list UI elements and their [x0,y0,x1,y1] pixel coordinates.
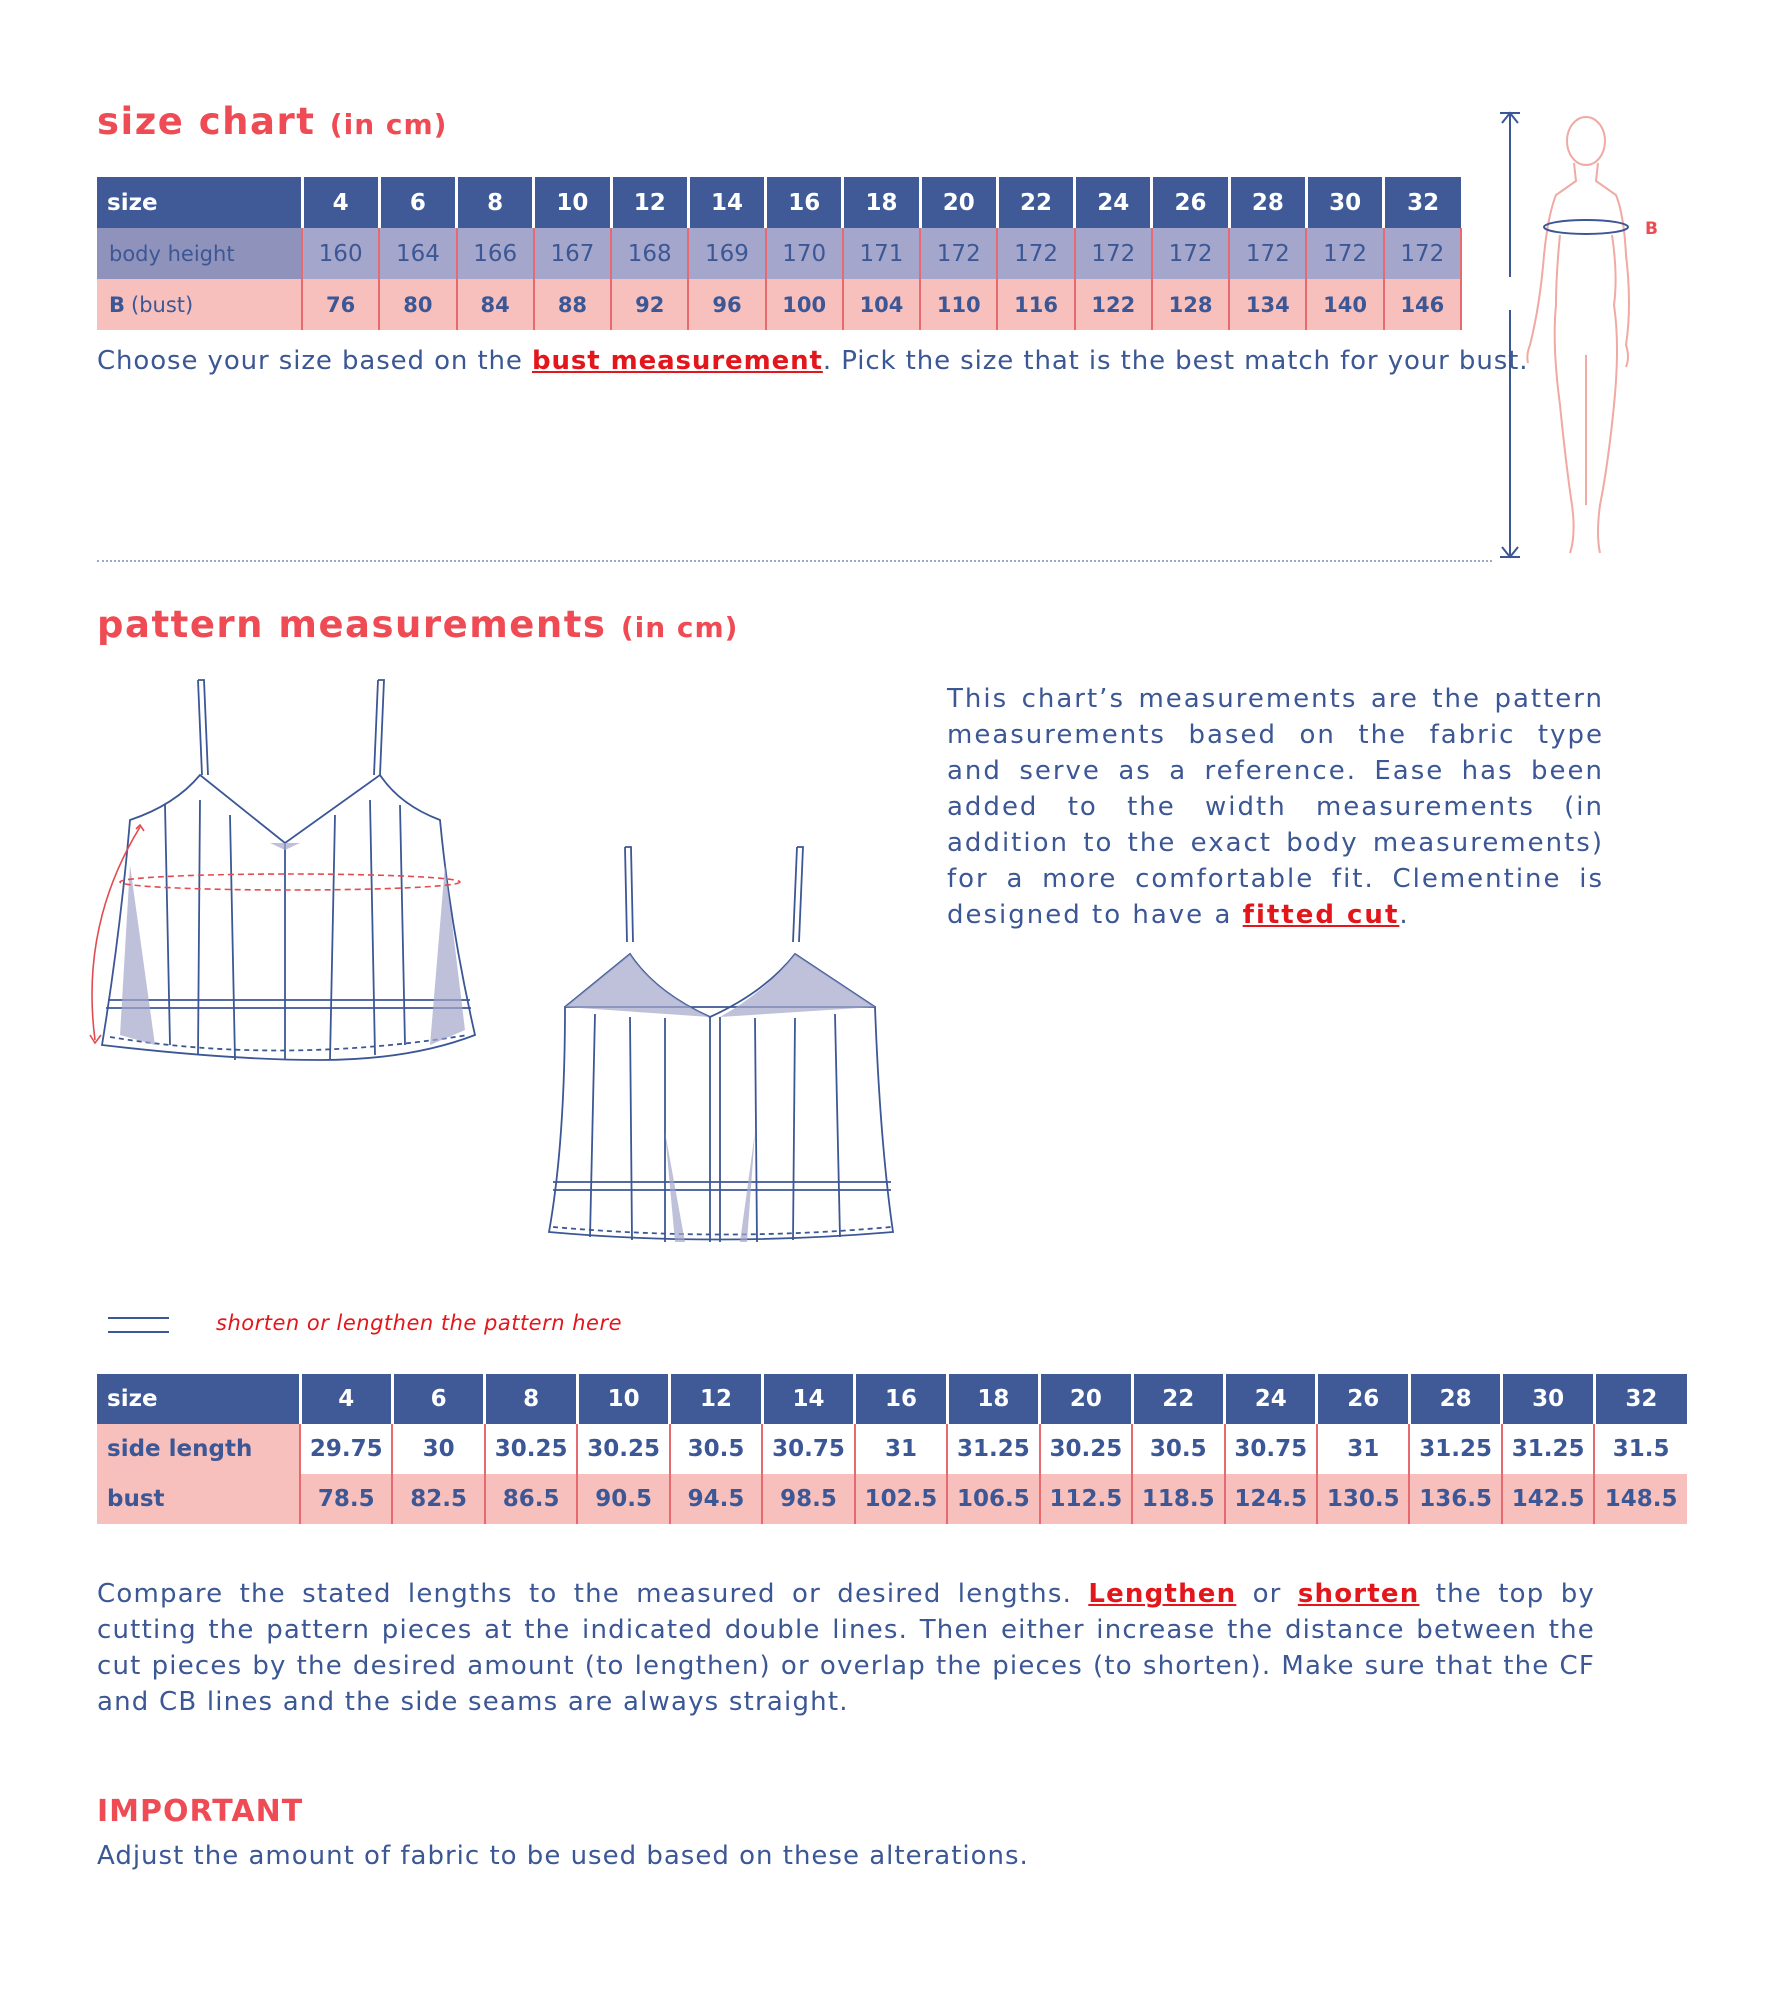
table-cell: 30.5 [1132,1424,1224,1474]
table-cell: 136.5 [1409,1474,1501,1524]
fitted-cut-link[interactable]: fitted cut [1242,900,1400,930]
table-cell: 172 [920,228,997,279]
table-cell: 110 [920,279,997,330]
table-cell: 88 [534,279,611,330]
row-label [97,228,302,279]
back-view-illustration [535,842,915,1262]
pattern-header-cell: 4 [300,1374,392,1424]
row-label-main: B [109,292,126,317]
table-cell: 134 [1229,279,1306,330]
important-heading: IMPORTANT [97,1794,304,1829]
table-cell: 122 [1075,279,1152,330]
pattern-description [947,681,1604,933]
row-label-sub: (bust) [131,292,194,317]
pattern-title [97,603,738,646]
table-cell: 118.5 [1132,1474,1224,1524]
table-cell: 98.5 [762,1474,854,1524]
body-height-row [97,228,1461,279]
pattern-measurement-table [97,1374,1687,1524]
table-cell: 31.25 [1502,1424,1594,1474]
lengthen-link[interactable]: Lengthen [1088,1579,1237,1609]
table-cell: 170 [766,228,843,279]
table-cell: 100 [766,279,843,330]
table-cell: 31 [1317,1424,1409,1474]
pattern-header-cell: 10 [577,1374,669,1424]
table-cell: 124.5 [1225,1474,1317,1524]
table-cell: 106.5 [947,1474,1039,1524]
table-cell: 172 [1075,228,1152,279]
important-text: Adjust the amount of fabric to be used based on these alterations. [97,1841,1029,1871]
section-divider [97,560,1492,562]
table-cell: 94.5 [670,1474,762,1524]
pattern-header-cell: 26 [1317,1374,1409,1424]
size-header-cell: 12 [611,177,688,228]
pattern-header-cell: 14 [762,1374,854,1424]
female-silhouette-icon [1527,117,1629,553]
table-cell: 90.5 [577,1474,669,1524]
table-cell: 31.25 [947,1424,1039,1474]
table-cell: 30.5 [670,1424,762,1474]
size-chart-note [97,343,1528,379]
alteration-text-2: or [1236,1579,1298,1609]
size-chart-unit: (in cm) [329,108,448,141]
bust-row [97,279,1461,330]
table-cell: 104 [843,279,920,330]
size-chart-table [97,177,1462,330]
size-chart-title-text: size chart [97,100,316,143]
size-header-cell: 28 [1229,177,1306,228]
table-cell: 96 [688,279,765,330]
pattern-header-cell: 22 [1132,1374,1224,1424]
pattern-header-cell: 32 [1594,1374,1687,1424]
table-cell: 86.5 [485,1474,577,1524]
table-cell: 172 [1384,228,1461,279]
table-cell: 80 [379,279,456,330]
table-cell: 146 [1384,279,1461,330]
size-header-cell: 6 [379,177,456,228]
table-cell: 128 [1152,279,1229,330]
table-cell: 92 [611,279,688,330]
size-header-cell: 32 [1384,177,1461,228]
size-header-cell: 18 [843,177,920,228]
size-chart-title [97,100,447,143]
row-label [97,279,302,330]
pattern-title-text: pattern measurements [97,603,607,646]
legend-text: shorten or lengthen the pattern here [216,1311,622,1335]
table-cell: 30.25 [1040,1424,1132,1474]
row-label: side length [97,1424,300,1474]
pattern-header-cell: 30 [1502,1374,1594,1424]
table-cell: 31.25 [1409,1424,1501,1474]
pattern-header-label: size [97,1374,300,1424]
table-cell: 172 [1306,228,1383,279]
row-label: bust [97,1474,300,1524]
side-length-row [97,1424,1687,1474]
size-note-text-end: . Pick the size that is the best match for your bust. [822,346,1529,376]
body-figure-illustration [1490,105,1650,565]
table-cell: 172 [997,228,1074,279]
table-cell: 30 [392,1424,484,1474]
pattern-header-cell: 6 [392,1374,484,1424]
table-cell: 168 [611,228,688,279]
alteration-paragraph [97,1576,1595,1720]
bust-line-icon [1544,220,1628,234]
size-header-cell: 30 [1306,177,1383,228]
table-cell: 84 [457,279,534,330]
alteration-text-1: Compare the stated lengths to the measured or desired lengths. [97,1579,1089,1609]
pattern-header-cell: 16 [855,1374,947,1424]
table-cell: 160 [302,228,379,279]
table-cell: 82.5 [392,1474,484,1524]
pattern-header-cell: 12 [670,1374,762,1424]
size-note-text: Choose your size based on the [97,346,532,376]
pattern-header-row [97,1374,1687,1424]
alteration-text-3: the top by cutting the pattern pieces at the indicated double lines. Then either increase the distance between the cut pieces by the desired amount (to lengthen) or overlap the pieces (to shorten). Make sure that the CF and CB lines and the side seams are always straight. [97,1579,1595,1717]
table-cell: 76 [302,279,379,330]
size-header-cell: 24 [1075,177,1152,228]
size-header-cell: 4 [302,177,379,228]
table-cell: 166 [457,228,534,279]
table-cell: 116 [997,279,1074,330]
pattern-header-cell: 28 [1409,1374,1501,1424]
size-header-label: size [97,177,302,228]
table-cell: 164 [379,228,456,279]
bust-measurement-link[interactable]: bust measurement [532,346,823,376]
size-header-cell: 8 [457,177,534,228]
table-cell: 29.75 [300,1424,392,1474]
table-cell: 30.75 [1225,1424,1317,1474]
table-cell: 148.5 [1594,1474,1687,1524]
pattern-header-cell: 20 [1040,1374,1132,1424]
size-header-cell: 14 [688,177,765,228]
table-cell: 102.5 [855,1474,947,1524]
pattern-header-cell: 8 [485,1374,577,1424]
table-cell: 30.75 [762,1424,854,1474]
row-label-main: body height [109,241,235,266]
pattern-bust-row [97,1474,1687,1524]
size-header-cell: 20 [920,177,997,228]
table-cell: 167 [534,228,611,279]
double-line-legend-icon [108,1317,169,1333]
table-cell: 30.25 [577,1424,669,1474]
table-cell: 172 [1229,228,1306,279]
size-header-cell: 10 [534,177,611,228]
table-cell: 171 [843,228,920,279]
table-cell: 172 [1152,228,1229,279]
size-header-cell: 22 [997,177,1074,228]
front-view-illustration [80,675,500,1095]
height-arrow-icon [1500,113,1520,557]
table-cell: 142.5 [1502,1474,1594,1524]
pattern-unit: (in cm) [620,611,739,644]
pattern-header-cell: 18 [947,1374,1039,1424]
table-cell: 112.5 [1040,1474,1132,1524]
table-cell: 30.25 [485,1424,577,1474]
size-header-cell: 16 [766,177,843,228]
shorten-link[interactable]: shorten [1297,1579,1420,1609]
size-header-cell: 26 [1152,177,1229,228]
pattern-header-cell: 24 [1225,1374,1317,1424]
pattern-description-end: . [1399,900,1410,930]
table-cell: 169 [688,228,765,279]
table-cell: 140 [1306,279,1383,330]
table-cell: 78.5 [300,1474,392,1524]
bust-figure-label: B [1645,219,1658,239]
table-cell: 31.5 [1594,1424,1687,1474]
table-cell: 31 [855,1424,947,1474]
pattern-description-text: This chart’s measurements are the pattern measurements based on the fabric type and serve as a reference. Ease has been added to the width measurements (in addition to the exact body measurements) for a more comfortable fit. Clementine is designed to have a [947,684,1604,930]
size-header-row [97,177,1461,228]
table-cell: 130.5 [1317,1474,1409,1524]
